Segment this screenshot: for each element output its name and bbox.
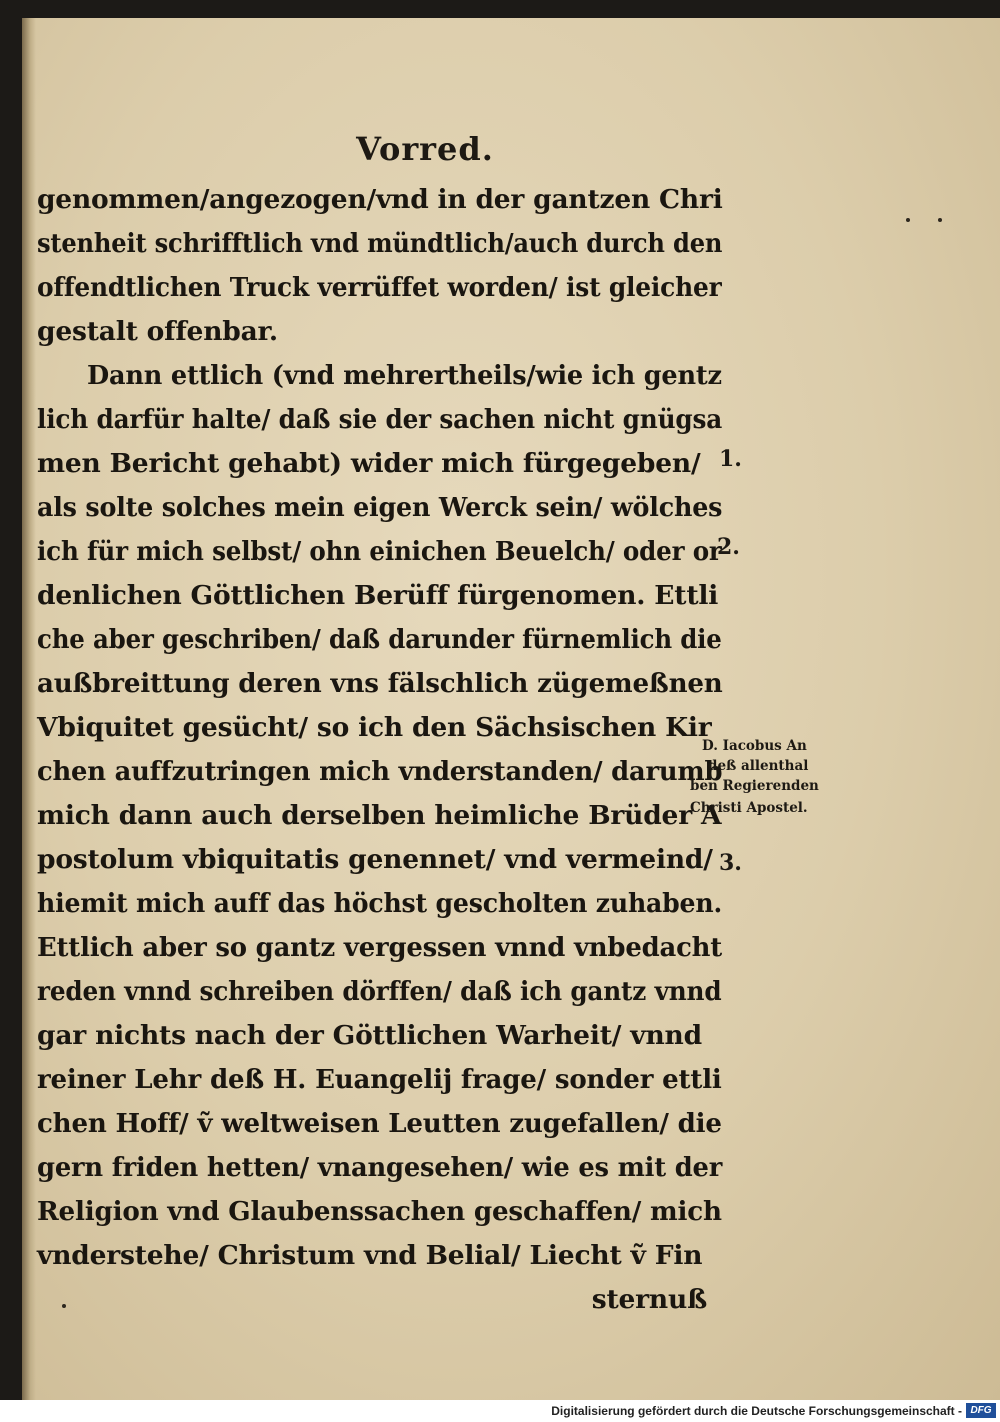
text-line: Religion vnd Glaubenssachen geschaffen/ mich bbox=[37, 1196, 722, 1227]
text-line: che aber geschriben/ daß darunder fürnemlich die bbox=[37, 624, 722, 655]
footer-bar bbox=[0, 1400, 1000, 1422]
margin-number: 2. bbox=[717, 534, 740, 560]
text-line: Vbiquitet gesücht/ so ich den Sächsischen Kir bbox=[37, 712, 712, 743]
text-line: außbreittung deren vns fälschlich zügemeßnen bbox=[37, 668, 723, 699]
text-line: stenheit schrifftlich vnd mündtlich/auch durch den bbox=[37, 228, 723, 259]
text-line: vnderstehe/ Christum vnd Belial/ Liecht ṽ Fin bbox=[37, 1240, 703, 1271]
text-line: gar nichts nach der Göttlichen Warheit/ vnnd bbox=[37, 1020, 702, 1051]
text-line: postolum vbiquitatis genennet/ vnd vermeind/ bbox=[37, 844, 713, 875]
text-line: chen auffzutringen mich vnderstanden/ darumb bbox=[37, 756, 723, 787]
margin-number: 1. bbox=[719, 446, 742, 472]
page-gutter bbox=[22, 18, 36, 1400]
text-line: als solte solches mein eigen Werck sein/ wölches bbox=[37, 492, 723, 523]
text-line: chen Hoff/ ṽ weltweisen Leutten zugefallen/ die bbox=[37, 1108, 722, 1139]
text-line: gern friden hetten/ vnangesehen/ wie es mit der bbox=[37, 1152, 723, 1183]
margin-note-line: deß allenthal bbox=[708, 758, 809, 774]
text-line: ich für mich selbst/ ohn einichen Beuelch/ oder or bbox=[37, 536, 722, 567]
margin-note-line: Christi Apostel. bbox=[690, 800, 808, 816]
text-line: hiemit mich auff das höchst gescholten zuhaben. bbox=[37, 888, 723, 919]
text-line: lich darfür halte/ daß sie der sachen nicht gnügsa bbox=[37, 404, 723, 435]
ink-speck bbox=[62, 1304, 66, 1308]
text-line: denlichen Göttlichen Berüff fürgenomen. Ettli bbox=[37, 580, 719, 611]
ink-speck bbox=[906, 218, 910, 222]
footer-credit: Digitalisierung gefördert durch die Deutsche Forschungsgemeinschaft - bbox=[551, 1404, 962, 1418]
margin-note-line: D. Iacobus An bbox=[702, 738, 807, 754]
text-line: genommen/angezogen/vnd in der gantzen Chri bbox=[37, 184, 723, 215]
ink-speck bbox=[938, 218, 942, 222]
text-line: reiner Lehr deß H. Euangelij frage/ sonder ettli bbox=[37, 1064, 722, 1095]
dfg-logo: DFG bbox=[966, 1403, 996, 1418]
book-page bbox=[22, 18, 1000, 1400]
catchword: sternuß bbox=[591, 1284, 707, 1315]
margin-number: 3. bbox=[719, 850, 742, 876]
running-head: Vorred. bbox=[356, 130, 494, 168]
text-line: men Bericht gehabt) wider mich fürgegeben/ bbox=[37, 448, 701, 479]
text-line: reden vnnd schreiben dörffen/ daß ich gantz vnnd bbox=[37, 976, 722, 1007]
text-line: Dann ettlich (vnd mehrertheils/wie ich gentz bbox=[87, 360, 722, 391]
text-line: offendtlichen Truck verrüffet worden/ ist gleicher bbox=[37, 272, 722, 303]
text-line: Ettlich aber so gantz vergessen vnnd vnbedacht bbox=[37, 932, 723, 963]
text-line: mich dann auch derselben heimliche Brüder A bbox=[37, 800, 722, 831]
margin-note-line: ben Regierenden bbox=[690, 778, 819, 794]
text-line: gestalt offenbar. bbox=[37, 316, 278, 347]
